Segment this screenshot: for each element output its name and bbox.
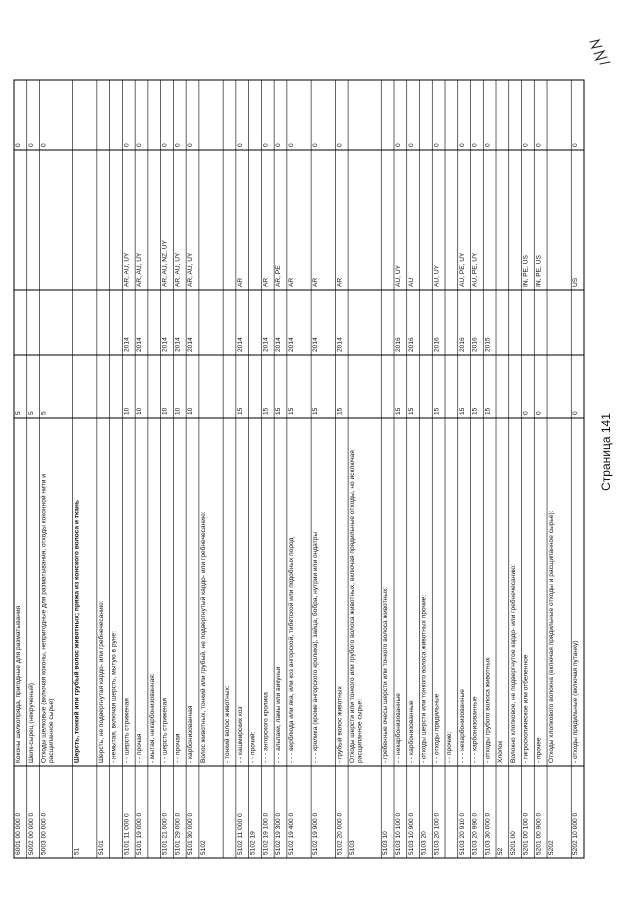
cell-year: 2014: [336, 337, 344, 352]
cell-rate: 15: [262, 407, 270, 415]
table-row: [534, 80, 542, 858]
table-row: [148, 80, 156, 858]
cell-last: 0: [484, 143, 492, 147]
cell-rate: 15: [336, 407, 344, 415]
cell-last: 0: [174, 143, 182, 147]
cell-countries: AU, PE, UY: [458, 252, 466, 287]
cell-last: 0: [407, 143, 415, 147]
cell-code: 5103 10 100 0: [395, 812, 402, 855]
cell-code: 5003 00 000 0: [40, 812, 48, 855]
cell-last: 0: [40, 143, 48, 147]
cell-code: 5202 10 000 0: [572, 812, 580, 855]
cell-code: 5102 20 000 0: [336, 812, 344, 855]
cell-year: 2016: [433, 337, 441, 352]
cell-desc: - гигроскопическое или отбеленное: [522, 654, 530, 763]
table-row: [110, 80, 118, 858]
cell-desc: Шелк-сырец (некрученый): [27, 682, 35, 763]
table-row: [40, 80, 55, 858]
cell-year: 2016: [395, 337, 402, 352]
cell-desc: - гребенные очесы шерсти или тонкого волоса животных:: [382, 586, 390, 763]
table-row: [135, 80, 143, 858]
cell-last: 0: [458, 143, 466, 147]
cell-rate: 15: [312, 407, 320, 415]
table-row: [509, 80, 517, 858]
cell-desc: - - прочие:: [446, 731, 454, 763]
cell-desc: - - - кролика (кроме ангорского кролика), зайца, бобра, нутрии или ондатры: [312, 531, 320, 763]
cell-desc: - - карбонизованные: [407, 700, 415, 763]
cell-last: 0: [187, 143, 195, 147]
cell-countries: US: [572, 277, 580, 287]
cell-code: 5201 00 900 0: [535, 812, 543, 855]
cell-desc: - - прочая: [174, 733, 182, 763]
cell-last: 0: [136, 143, 144, 147]
cell-last: 0: [287, 143, 295, 147]
cell-rate: 15: [471, 407, 479, 415]
table-row: [186, 80, 194, 858]
cell-code: 5103 20 990 0: [471, 812, 479, 855]
table-row: [496, 80, 504, 858]
table-row: [547, 80, 555, 858]
cell-year: 2016: [458, 337, 466, 352]
cell-desc: - отходы шерсти или тонкого волоса животных прочие:: [420, 594, 428, 763]
cell-code: 5103 20: [420, 831, 428, 855]
cell-countries: AU, UY: [433, 265, 441, 287]
cell-desc: - - прочая: [136, 733, 144, 763]
cell-rate: 15: [275, 407, 283, 415]
table-row: [274, 80, 282, 858]
cell-countries: AR, AU, UY: [123, 252, 131, 287]
table-row: [335, 80, 343, 858]
cell-code: 5102 19 400 0: [287, 812, 295, 855]
cell-year: 2014: [287, 337, 295, 352]
cell-countries: IN, PE, US: [522, 255, 530, 287]
cell-desc: - отходы прядильные (включая путанку): [572, 640, 580, 763]
cell-desc: - грубый волос животных: [336, 686, 344, 763]
cell-year: 2014: [312, 337, 320, 352]
cell-last: 0: [262, 143, 270, 147]
cell-desc: Хлопок: [497, 740, 505, 763]
cell-code: 5102 19 100 0: [262, 812, 270, 855]
cell-year: 2014: [275, 337, 283, 352]
cell-countries: AR: [262, 277, 270, 287]
cell-last: 0: [161, 143, 169, 147]
cell-last: 0: [395, 143, 402, 147]
cell-desc: Отходы хлопкового волокна (включая прядильные отходы и расщипанное сырье):: [548, 510, 556, 763]
table-row: [161, 80, 169, 858]
cell-code: 5102 19 900 0: [312, 812, 320, 855]
cell-last: 0: [572, 143, 580, 147]
cell-countries: AR, AU, UY: [136, 252, 144, 287]
cell-last: 0: [27, 143, 35, 147]
cell-countries: AU, UY: [395, 265, 402, 287]
table-row: [311, 80, 319, 858]
cell-desc: - отходы грубого волоса животных: [484, 657, 492, 763]
cell-code: 5201 00 100 0: [522, 812, 530, 855]
cell-desc: Шерсть, не подвергнутая кардо- или гребнечесанию:: [97, 600, 105, 763]
cell-code: 52: [497, 847, 505, 855]
cell-rate: 10: [174, 407, 182, 415]
cell-countries: IN, PE, US: [535, 255, 543, 287]
cell-desc: - карбонизованная: [187, 705, 195, 763]
cell-desc: Отходы шерсти или тонкого или грубого волоса животных, включая прядильные отходы, но исключая: [349, 450, 357, 763]
cell-desc: - - - некарбонизованные: [458, 689, 466, 763]
cell-code: 6001 00 000 0: [15, 812, 22, 855]
cell-countries: AR, AU, UY: [174, 252, 182, 287]
cell-code: 5103 20 100 0: [433, 812, 441, 855]
cell-rate: 15: [287, 407, 295, 415]
table-row: [199, 80, 207, 858]
table-row: [27, 80, 35, 858]
table-row: [122, 80, 130, 858]
cell-desc: Отходы шелковые (включая коконы, непригодные для разматывания, отходы коконной нити и: [40, 474, 48, 763]
cell-year: 2014: [161, 337, 169, 352]
cell-year: 2015: [484, 337, 492, 352]
table-row: [458, 80, 466, 858]
table-row: [571, 80, 579, 858]
cell-code: 5103 10: [382, 831, 390, 855]
cell-year: 2016: [471, 337, 479, 352]
cell-desc: расщипанное сырье:: [356, 698, 364, 763]
cell-desc: - - некарбонизованные: [395, 693, 402, 763]
cell-code: 51: [73, 847, 81, 855]
table-row: [522, 80, 530, 858]
cell-desc: - немытая, включая шерсть, мытую в руне:: [110, 631, 118, 763]
cell-rate: 10: [187, 407, 195, 415]
table-row: [287, 80, 295, 858]
cell-countries: AU, PE, UY: [471, 252, 479, 287]
cell-rate: 15: [395, 407, 402, 415]
cell-desc: - прочее: [535, 737, 543, 763]
cell-countries: AR: [336, 277, 344, 287]
cell-last: 0: [236, 143, 244, 147]
cell-rate: 15: [484, 407, 492, 415]
table-row: [73, 80, 81, 858]
page-number: Страница 141: [599, 413, 613, 491]
cell-last: 0: [433, 143, 441, 147]
cell-code: 5102: [199, 840, 207, 855]
cell-code: 5002 00 000 0: [27, 812, 35, 855]
cell-code: 5103 30 000 0: [484, 812, 492, 855]
cell-rate: 5: [27, 411, 35, 415]
cell-code: 5102 11 000 0: [236, 813, 244, 855]
table-row: [445, 80, 453, 858]
table-row: [471, 80, 479, 858]
cell-countries: AR: [312, 277, 320, 287]
cell-year: 2014: [123, 337, 131, 352]
cell-desc: Волокно хлопковое, не подвергнутое кардо- или гребнечесанию:: [509, 564, 517, 763]
table-row: [261, 80, 269, 858]
cell-year: 2014: [262, 337, 270, 352]
cell-year: 2016: [407, 337, 415, 352]
cell-rate: 10: [123, 407, 131, 415]
cell-rate: 0: [572, 411, 580, 415]
table-row: [173, 80, 181, 858]
cell-desc: - - - карбонизованные: [471, 696, 479, 763]
table-row: [97, 80, 105, 858]
cell-desc: - мытая, некарбонизованная:: [148, 673, 156, 763]
cell-desc: Шерсть, тонкий или грубый волос животных; пряжа из конского волоса и ткань: [73, 500, 81, 763]
cell-last: 0: [471, 143, 479, 147]
cell-desc: - тонкий волос животных:: [224, 685, 232, 763]
cell-countries: AU: [407, 277, 415, 287]
table-row: [15, 143, 22, 855]
cell-desc: - - шерсть стриженая: [161, 698, 169, 763]
cell-last: 0: [123, 143, 131, 147]
cell-code: 5103 20 910 0: [458, 812, 466, 855]
cell-year: 2014: [236, 337, 244, 352]
cell-desc: - - - верблюда или яка, или коз ангорской, тибетской или подобных пород: [287, 537, 295, 763]
cell-desc: Коконы шелкопряда, пригодные для разматывания: [15, 605, 22, 763]
cell-desc: - - шерсть стриженая: [123, 698, 131, 763]
cell-rate: 15: [458, 407, 466, 415]
cell-countries: AR: [236, 277, 244, 287]
cell-year: 2014: [174, 337, 182, 352]
tariff-table: [14, 80, 584, 858]
table-row: [394, 80, 402, 858]
cell-year: 2014: [136, 337, 144, 352]
cell-rate: 5: [15, 411, 22, 415]
table-row: [483, 80, 491, 858]
cell-rate: 0: [522, 411, 530, 415]
cell-desc: - - прочий:: [249, 731, 257, 763]
cell-countries: AR: [287, 277, 295, 287]
cell-code: 5202: [548, 840, 556, 855]
cell-desc: - - - ангорского кролика: [262, 692, 270, 763]
cell-desc: расщипанное сырье): [47, 698, 55, 763]
table-row: [432, 80, 440, 858]
cell-last: 0: [312, 143, 320, 147]
table-row: [381, 80, 389, 858]
cell-year: 2014: [187, 337, 195, 352]
table-row: [236, 80, 244, 858]
table-row: [223, 80, 231, 858]
cell-code: 5101 11 000 0: [123, 813, 131, 855]
cell-rate: 15: [433, 407, 441, 415]
cell-code: 5103: [349, 840, 357, 855]
cell-last: 0: [336, 143, 344, 147]
cell-code: 5201 00: [509, 831, 517, 855]
cell-countries: AR, PE: [275, 265, 283, 287]
cell-rate: 10: [136, 407, 144, 415]
cell-code: 5101 29 000 0: [174, 812, 182, 855]
cell-last: 0: [15, 143, 22, 147]
cell-code: 5101 19 000 0: [136, 812, 144, 855]
cell-code: 5101 30 000 0: [187, 812, 195, 855]
cell-desc: - - отходы прядильные: [433, 693, 441, 763]
table-row: [420, 80, 428, 858]
table-row: [348, 80, 363, 858]
cell-last: 0: [275, 143, 283, 147]
cell-desc: Волос животных, тонкий или грубый, не подвергнутый кардо- или гребнечесанию:: [199, 511, 207, 763]
cell-desc: - - - альпаки, ламы или викуньи: [275, 666, 283, 763]
cell-code: 5102 19 300 0: [275, 812, 283, 855]
cell-countries: AR, AU, NZ, UY: [161, 240, 169, 287]
cell-code: 5101 21 000 0: [161, 812, 169, 855]
cell-code: 5103 10 900 0: [407, 812, 415, 855]
cell-code: 5102 19: [249, 831, 257, 855]
table-row: [249, 80, 257, 858]
handwritten-page-mark: [586, 36, 616, 70]
cell-code: 5101: [97, 840, 105, 855]
table-row: [407, 80, 415, 858]
cell-rate: 15: [236, 407, 244, 415]
cell-desc: - - кашмирских коз: [236, 706, 244, 763]
cell-last: 0: [535, 143, 543, 147]
cell-rate: 15: [407, 407, 415, 415]
cell-rate: 10: [161, 407, 169, 415]
cell-rate: 5: [40, 411, 48, 415]
cell-rate: 0: [535, 411, 543, 415]
cell-last: 0: [522, 143, 530, 147]
cell-countries: AR, AU, UY: [187, 252, 195, 287]
